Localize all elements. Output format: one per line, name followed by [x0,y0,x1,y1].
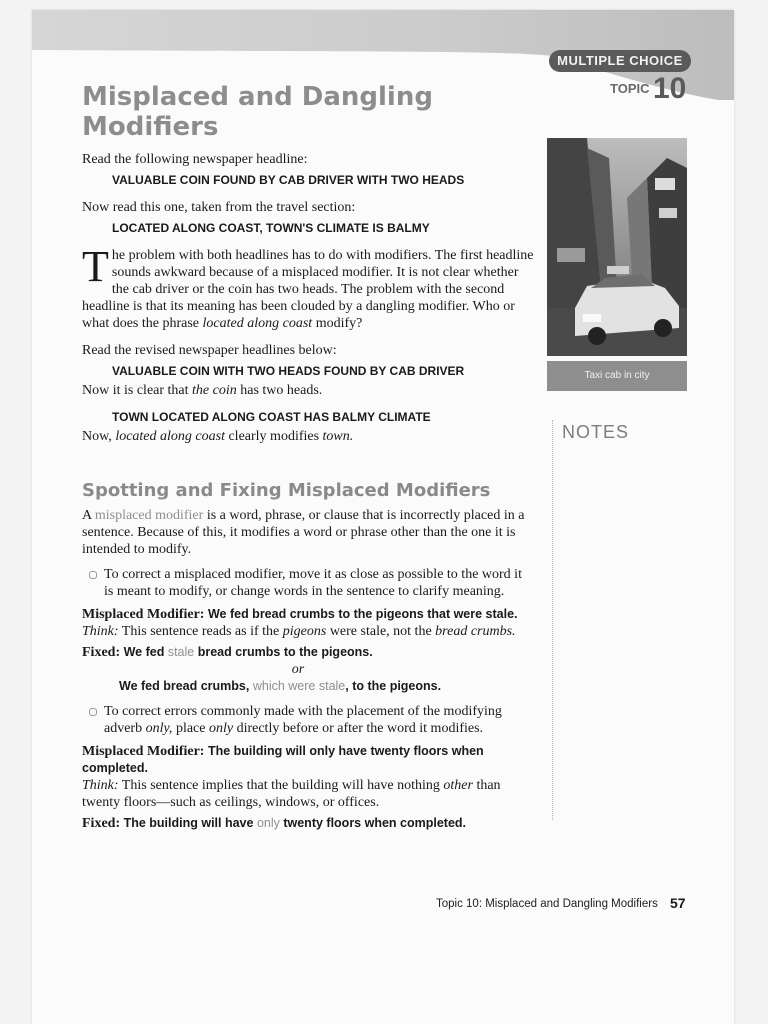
notes-divider [552,420,554,820]
bullet-1 [86,566,534,600]
now-italic-1: located along coast [115,429,225,444]
bullet-dot-icon [89,571,97,579]
page-number: 57 [670,895,686,911]
intro-section [82,151,534,445]
title-line-2: Modifiers [82,112,219,142]
fixed-1-label: Fixed: [82,645,121,660]
headline-1: VALUABLE COIN FOUND BY CAB DRIVER WITH TWO HEADS [112,173,465,187]
example-2 [82,743,534,777]
think-1 [82,623,534,640]
fixed-1b-text-b: , to the pigeons. [345,679,442,693]
fixed-2-text-b: twenty floors when completed. [279,816,467,830]
now-sentence [82,428,534,445]
now-italic-2: town. [322,429,354,444]
definition-term: misplaced modifier [94,508,204,523]
definition [82,507,534,558]
bullet-2 [86,703,534,737]
think-2-text-a: This sentence implies that the building will have nothing [118,778,444,793]
think-1-text-b: were stale, not the [326,624,436,639]
clear-text-1: Now it is clear that [82,383,193,398]
example-2-label: Misplaced Modifier: [82,744,205,759]
now-text-1: Now, [82,429,116,444]
example-1-text: We fed bread crumbs to the pigeons that were stale. [204,607,518,621]
clear-text-2: has two heads. [236,383,323,398]
taxi-photo-illustration [547,138,687,356]
now-text-2: clearly modifies [224,429,323,444]
think-1-text-a: This sentence reads as if the [118,624,283,639]
definition-post: is a word, phrase, or clause that is incorrectly placed in a sentence. Because of this, it modifies a word or phrase other than the one it is intended to modify. [82,508,525,557]
fixed-1b-text-a: We fed bread crumbs, [119,679,253,693]
bullet-2-text-c: directly before or after the word it modifies. [233,721,484,736]
headline-2: LOCATED ALONG COAST, TOWN'S CLIMATE IS BALMY [112,221,430,235]
problem-text-1: he problem with both headlines has to do with modifiers. The first headline sounds awkward because of a misplaced modifier. It is not clear whether the cab driver or the coin has two heads. The problem with the second headline is that its meaning has been clouded by a dangling modifier. Who or what does the phrase [82,248,534,331]
page-title [82,82,433,142]
topic-label: TOPIC [610,81,650,96]
revised-headline-2: TOWN LOCATED ALONG COAST HAS BALMY CLIMATE [112,410,431,424]
revised-headline-1: VALUABLE COIN WITH TWO HEADS FOUND BY CAB DRIVER [112,364,465,378]
fixed-2-label: Fixed: [82,816,121,831]
fixed-2-text-a: The building will have [120,816,257,830]
clear-italic: the coin [192,383,237,398]
think-2-label: Think: [82,778,119,793]
fixed-1 [82,644,534,661]
footer-running-title: Topic 10: Misplaced and Dangling Modifiers [436,898,658,910]
or-text: or [291,662,305,677]
page [32,10,734,1024]
bullet-dot-icon [89,708,97,716]
example-1-label: Misplaced Modifier: [82,607,205,622]
bullet-2-text-a: To correct errors commonly made with the placement of the modifying adverb [104,704,502,736]
fixed-1-highlight: stale [167,645,195,659]
think-1-italic-1: pigeons [282,624,327,639]
fixed-1-text-a: We fed [120,645,168,659]
read-revised-text: Read the revised newspaper headlines below: [82,343,337,358]
definition-pre: A [82,508,95,523]
bullet-2-text-b: place [172,721,209,736]
problem-text-2: modify? [312,316,363,331]
section-heading: Spotting and Fixing Misplaced Modifiers [82,480,491,501]
title-line-1: Misplaced and Dangling [82,82,433,112]
taxi-photo [547,138,687,356]
think-2-italic: other [443,778,473,793]
think-1-label: Think: [82,624,119,639]
think-2-text-b: than twenty floors—such as ceilings, windows, or offices. [82,778,501,810]
problem-italic: located along coast [202,316,313,331]
clear-sentence [82,382,534,399]
fixed-1b [119,678,534,695]
drop-cap: T [82,242,109,291]
fixed-2 [82,815,534,832]
fixed-1b-highlight: which were stale [252,679,346,693]
read-travel-text: Now read this one, taken from the travel section: [82,200,356,215]
fixed-1-text-b: bread crumbs to the pigeons. [194,645,373,659]
bullet-1-text: To correct a misplaced modifier, move it as close as possible to the word it is meant to modify, or change words in the sentence to clarify meaning. [104,567,522,599]
example-2-text: The building will only have twenty floors when completed. [82,744,484,775]
read-headline-text: Read the following newspaper headline: [82,152,308,167]
photo-caption: Taxi cab in city [547,361,687,391]
notes-label: NOTES [562,422,630,442]
bullet-2-italic-1: only, [145,721,173,736]
example-1 [82,606,534,623]
problem-paragraph [82,242,534,332]
think-2 [82,777,534,811]
topic-number: 10 [653,72,687,105]
fixed-2-highlight: only [256,816,280,830]
think-1-italic-2: bread crumbs. [435,624,516,639]
misplaced-section [82,507,534,832]
bullet-2-italic-2: only [208,721,234,736]
multiple-choice-badge: MULTIPLE CHOICE [549,50,691,72]
